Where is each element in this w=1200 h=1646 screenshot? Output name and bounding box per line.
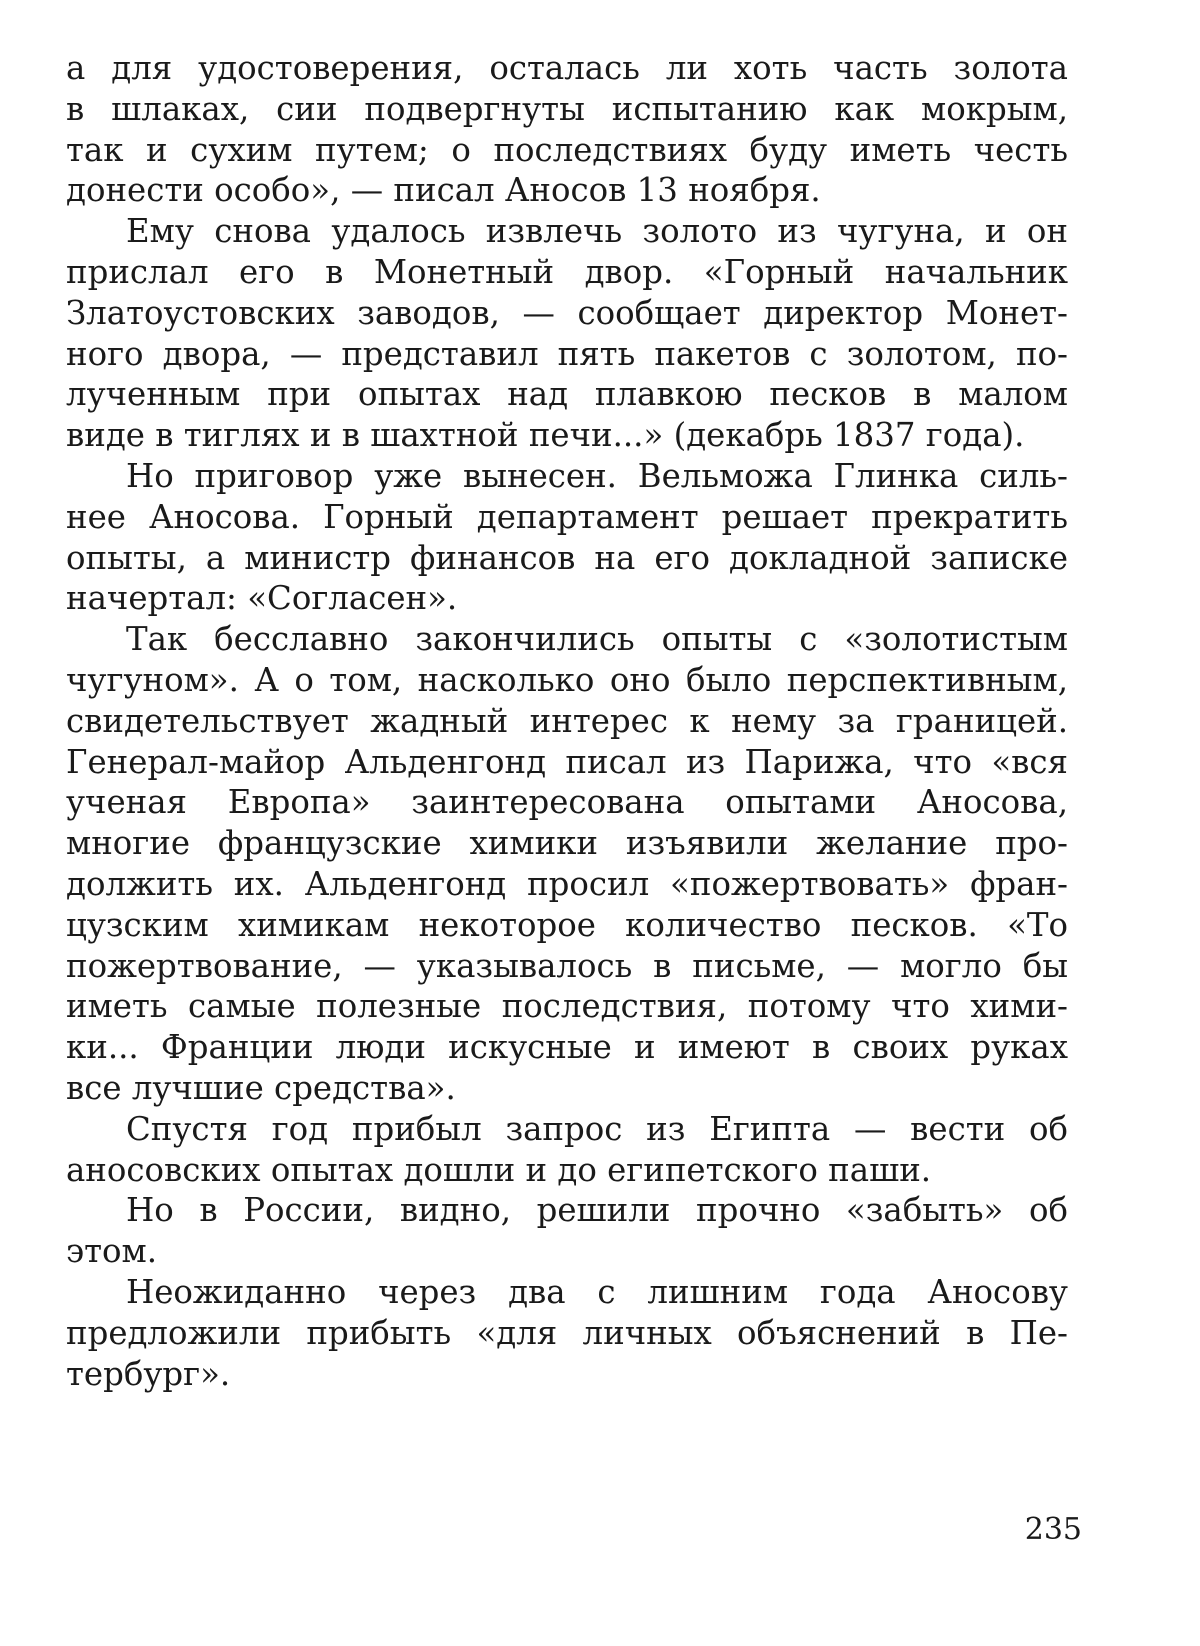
text-line: цузским химикам некоторое количество песков. «То xyxy=(66,905,1068,944)
text-line: лученным при опытах над плавкою песков в малом xyxy=(66,375,1068,414)
text-line: Генерал-майор Альденгонд писал из Парижа, что «вся xyxy=(66,742,1068,781)
text-line: аносовских опытах дошли и до египетского паши. xyxy=(66,1150,932,1189)
text-line: Но приговор уже вынесен. Вельможа Глинка силь- xyxy=(126,456,1068,495)
text-line: Ему снова удалось извлечь золото из чугуна, и он xyxy=(126,212,1068,251)
paragraph xyxy=(66,456,1068,619)
paragraph xyxy=(66,1272,1068,1394)
text-line: Неожиданно через два с лишним года Аносову xyxy=(126,1272,1068,1311)
text-line: Спустя год прибыл запрос из Египта — вести об xyxy=(126,1109,1068,1148)
text-line: свидетельствует жадный интерес к нему за границей. xyxy=(66,701,1068,740)
text-line: тербург». xyxy=(66,1354,231,1393)
text-line: Златоустовских заводов, — сообщает директор Монет- xyxy=(66,293,1068,332)
paragraph xyxy=(66,48,1068,211)
text-line: должить их. Альденгонд просил «пожертвовать» фран- xyxy=(66,864,1068,903)
paragraph xyxy=(66,1190,1068,1272)
paragraph xyxy=(66,211,1068,456)
text-line: Но в России, видно, решили прочно «забыть» об xyxy=(126,1191,1068,1230)
text-line: так и сухим путем; о последствиях буду иметь честь xyxy=(66,130,1068,169)
page-number: 235 xyxy=(1024,1512,1082,1547)
text-line: виде в тиглях и в шахтной печи...» (декабрь 1837 года). xyxy=(66,416,1025,455)
text-line: ученая Европа» заинтересована опытами Аносова, xyxy=(66,783,1068,822)
paragraph xyxy=(66,619,1068,1109)
paragraph xyxy=(66,1109,1068,1191)
text-line: а для удостоверения, осталась ли хоть часть золота xyxy=(66,49,1068,87)
text-line: все лучшие средства». xyxy=(66,1068,456,1107)
text-line: иметь самые полезные последствия, потому что хими- xyxy=(66,987,1068,1026)
text-line: прислал его в Монетный двор. «Горный начальник xyxy=(66,252,1068,291)
text-line: пожертвование, — указывалось в письме, — могло бы xyxy=(66,946,1068,985)
text-line: нее Аносова. Горный департамент решает прекратить xyxy=(66,497,1068,536)
text-line: в шлаках, сии подвергнуты испытанию как мокрым, xyxy=(66,89,1068,128)
text-line: ного двора, — представил пять пакетов с золотом, по- xyxy=(66,334,1068,373)
text-line: ки... Франции люди искусные и имеют в своих руках xyxy=(66,1028,1068,1067)
text-line: предложили прибыть «для личных объяснений в Пе- xyxy=(66,1313,1068,1352)
text-line: опыты, а министр финансов на его докладной записке xyxy=(66,538,1068,577)
page-body xyxy=(66,48,1068,1394)
text-line: этом. xyxy=(66,1232,158,1271)
text-line: начертал: «Согласен». xyxy=(66,579,458,618)
text-line: донести особо», — писал Аносов 13 ноября. xyxy=(66,171,821,210)
text-line: чугуном». А о том, насколько оно было перспективным, xyxy=(66,660,1068,699)
text-line: Так бесславно закончились опыты с «золотистым xyxy=(126,620,1068,659)
text-line: многие французские химики изъявили желание про- xyxy=(66,824,1068,863)
